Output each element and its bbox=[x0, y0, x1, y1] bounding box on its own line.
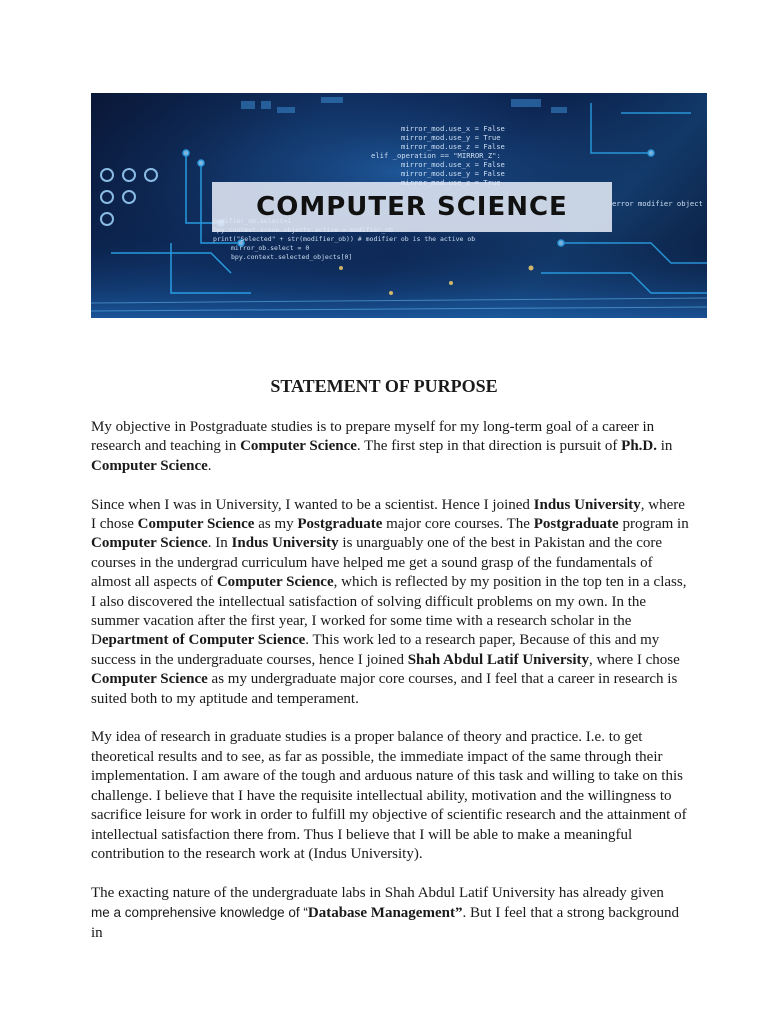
document-title: STATEMENT OF PURPOSE bbox=[270, 376, 498, 396]
text-run: is unarguably one of the best in Pakistan and the core courses in the undergrad curriculum have helped me get a sound grasp of the fundamentals of almost all aspects of bbox=[91, 535, 663, 591]
paragraph-research-idea: My idea of research in graduate studies is a proper balance of theory and practice. I.e. to get theoretical results and to see, as far as possible, the immediate impact of the same through their implementation. I am aware of the tough and arduous nature of this task and willing to take on this challenge. I believe that I have the requisite intellectual ability, motivation and the willingness to sacrifice leisure for work in order to fulfill my objective of scientific research and the attainment of intellectual satisfaction there from. Thus I believe that I will be able to make a meaningful contribution to the research work at (Indus University). bbox=[91, 729, 687, 862]
code-line-right: error modifier object bbox=[612, 199, 703, 208]
text-run: The exacting nature of the undergraduate labs in Shah Abdul Latif University has already given bbox=[91, 884, 664, 901]
bold-text: Postgraduate bbox=[297, 516, 383, 533]
bold-text: Computer Science bbox=[240, 438, 357, 455]
text-run: . The first step in that direction is pursuit of bbox=[356, 438, 622, 455]
code-line: mirror_mod.use_y = False bbox=[401, 169, 505, 178]
bold-text: Database Management” bbox=[307, 905, 463, 922]
bold-text: Indus University bbox=[533, 496, 641, 513]
text-run: . But I feel that a strong background in bbox=[91, 905, 680, 941]
bold-text: Computer Science bbox=[91, 457, 208, 474]
banner-title-box bbox=[212, 182, 612, 232]
bold-text: epartment of Computer Science bbox=[101, 632, 306, 649]
paragraph-background bbox=[91, 496, 691, 709]
bold-text: Shah Abdul Latif University bbox=[407, 651, 589, 668]
text-run: , where I chose bbox=[91, 496, 685, 533]
text-run: , which is reflected by my position in the top ten in a class, I also discovered the intellectual satisfaction of solving difficult problems on my own. In the summer vacation after the first year, I worked for some time with a research scholar in the D bbox=[91, 574, 687, 649]
text-run: me a comprehensive knowledge of “ bbox=[91, 905, 308, 921]
bold-text: Postgraduate bbox=[533, 516, 619, 533]
text-run: My objective in Postgraduate studies is to prepare myself for my long-term goal of a career in research and teaching in bbox=[91, 419, 655, 455]
text-run: , where I chose bbox=[589, 651, 680, 668]
bold-text: Computer Science bbox=[137, 516, 255, 533]
text-run: in bbox=[657, 438, 673, 455]
paragraph-labs bbox=[91, 884, 691, 943]
code-line: bpy.context.selected_objects[0] bbox=[231, 253, 353, 261]
code-line: mirror_mod.use_x = False bbox=[401, 124, 505, 133]
code-line: mirror_mod.use_x = False bbox=[401, 160, 505, 169]
text-run: . This work led to a research paper, Because of this and my success in the undergraduate courses, hence I joined bbox=[91, 632, 660, 668]
bold-text: Computer Science bbox=[216, 574, 334, 591]
code-line: mirror_mod.use_y = True bbox=[401, 133, 501, 142]
code-line: mirror_ob.select = 0 bbox=[231, 244, 310, 252]
text-run: . bbox=[207, 457, 212, 474]
text-run: as my bbox=[254, 516, 298, 533]
text-run: major core courses. The bbox=[382, 516, 534, 533]
paragraph-objective bbox=[91, 418, 691, 476]
banner-image bbox=[91, 93, 707, 318]
code-line: elif _operation == "MIRROR_Z": bbox=[371, 151, 501, 160]
text-run: as my undergraduate major core courses, and I feel that a career in research is suited both to my aptitude and temperament. bbox=[91, 671, 678, 707]
banner-title: COMPUTER SCIENCE bbox=[256, 192, 568, 222]
text-run: . In bbox=[207, 535, 232, 552]
text-run: Since when I was in University, I wanted to be a scientist. Hence I joined bbox=[91, 496, 534, 513]
bold-text: Indus University bbox=[231, 535, 339, 552]
code-line: print("Selected" + str(modifier_ob)) # modifier ob is the active ob bbox=[213, 235, 476, 243]
bold-text: Computer Science bbox=[91, 535, 208, 552]
bold-text: Computer Science bbox=[91, 671, 208, 688]
code-line: mirror_mod.use_z = False bbox=[401, 142, 505, 151]
text-run: program in bbox=[618, 516, 689, 533]
bold-text: Ph.D. bbox=[621, 438, 657, 455]
document-body bbox=[91, 418, 691, 962]
